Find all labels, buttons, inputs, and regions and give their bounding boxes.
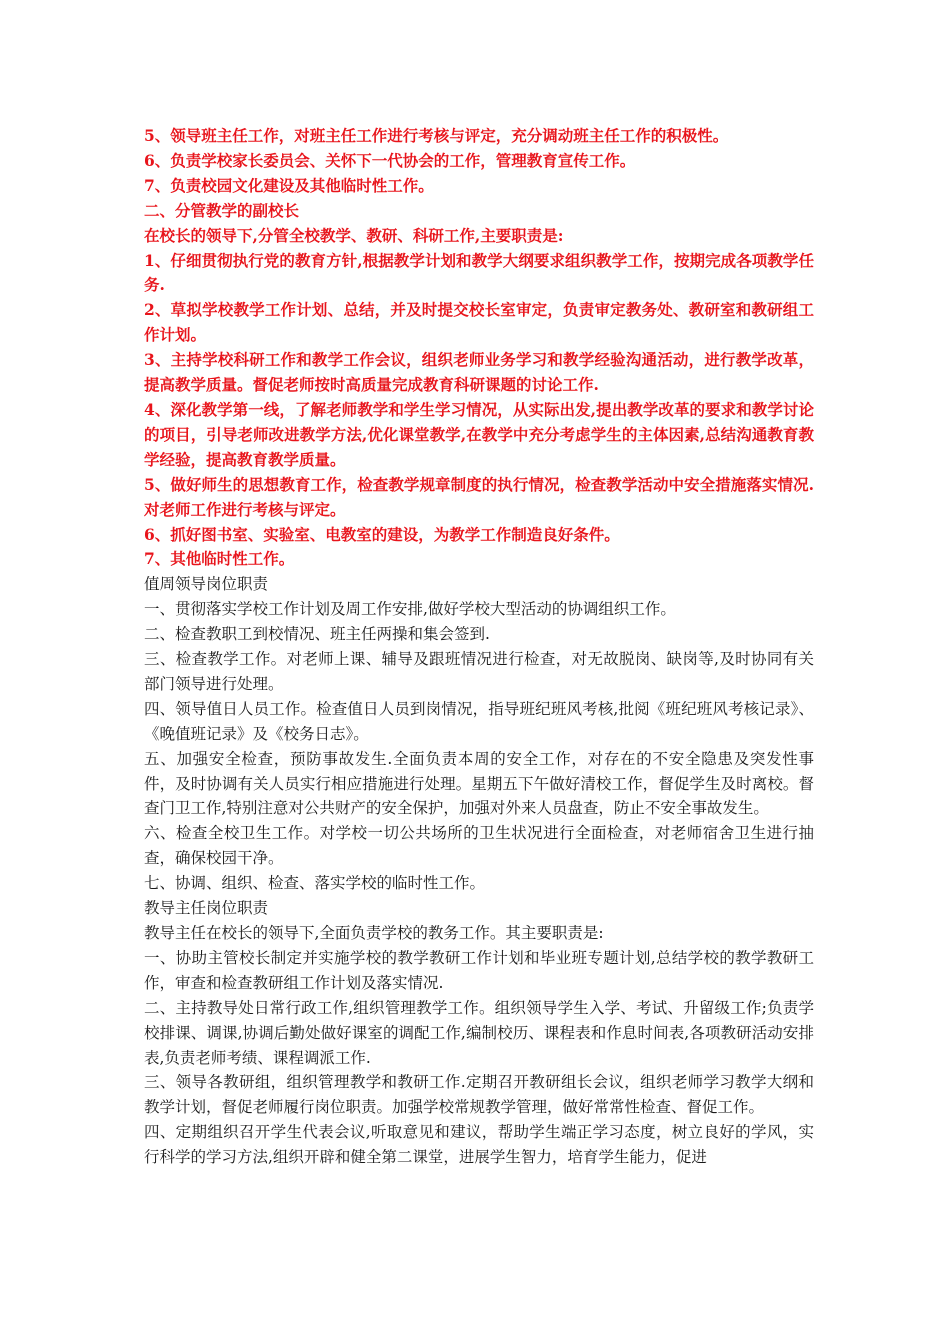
paragraph: 3、主持学校科研工作和教学工作会议，组织老师业务学习和教学经验沟通活动，进行教学改革，提高教学质量。督促老师按时高质量完成教育科研课题的讨论工作. bbox=[144, 350, 814, 395]
paragraph: 5、做好师生的思想教育工作，检查教学规章制度的执行情况，检查教学活动中安全措施落实情况.对老师工作进行考核与评定。 bbox=[144, 474, 814, 519]
paragraph: 6、负责学校家长委员会、关怀下一代协会的工作，管理教育宣传工作。 bbox=[144, 150, 636, 170]
paragraph: 值周领导岗位职责 bbox=[144, 575, 269, 594]
paragraph: 教导主任岗位职责 bbox=[144, 899, 269, 918]
paragraph: 4、深化教学第一线，了解老师教学和学生学习情况，从实际出发,提出教学改革的要求和教学讨论的项目，引导老师改进教学方法,优化课堂教学,在教学中充分考虑学生的主体因素,总结沟通教育教学经验，提高教育教学质量。 bbox=[144, 399, 814, 469]
paragraph: 二、分管教学的副校长 bbox=[144, 200, 300, 220]
document-page bbox=[144, 124, 814, 1170]
paragraph: 六、检查全校卫生工作。对学校一切公共场所的卫生状况进行全面检查，对老师宿舍卫生进行抽查，确保校园干净。 bbox=[144, 824, 814, 868]
paragraph: 6、抓好图书室、实验室、电教室的建设，为教学工作制造良好条件。 bbox=[144, 524, 620, 544]
paragraph: 四、领导值日人员工作。检查值日人员到岗情况，指导班纪班风考核,批阅《班纪班风考核记录》、《晚值班记录》及《校务日志》。 bbox=[144, 699, 814, 743]
paragraph: 1、仔细贯彻执行党的教育方针,根据教学计划和教学大纲要求组织教学工作，按期完成各项教学任务. bbox=[144, 250, 814, 295]
paragraph: 7、其他临时性工作。 bbox=[144, 549, 295, 569]
paragraph: 七、协调、组织、检查、落实学校的临时性工作。 bbox=[144, 874, 486, 893]
paragraph: 一、协助主管校长制定并实施学校的教学教研工作计划和毕业班专题计划,总结学校的教学教研工作，审查和检查教研组工作计划及落实情况. bbox=[144, 948, 814, 992]
paragraph: 三、检查教学工作。对老师上课、辅导及跟班情况进行检查，对无故脱岗、缺岗等,及时协同有关部门领导进行处理。 bbox=[144, 650, 814, 693]
paragraph: 一、贯彻落实学校工作计划及周工作安排,做好学校大型活动的协调组织工作。 bbox=[144, 600, 676, 619]
paragraph: 五、加强安全检查，预防事故发生.全面负责本周的安全工作，对存在的不安全隐患及突发性事件，及时协调有关人员实行相应措施进行处理。星期五下午做好清校工作，督促学生及时离校。督查门卫工作,特别注意对公共财产的安全保护，加强对外来人员盘查，防止不安全事故发生。 bbox=[144, 749, 814, 818]
paragraph: 5、领导班主任工作，对班主任工作进行考核与评定，充分调动班主任工作的积极性。 bbox=[144, 126, 729, 145]
paragraph: 教导主任在校长的领导下,全面负责学校的教务工作。其主要职责是: bbox=[144, 924, 604, 942]
paragraph: 7、负责校园文化建设及其他临时性工作。 bbox=[144, 175, 434, 195]
paragraph: 二、检查教职工到校情况、班主任两操和集会签到. bbox=[144, 625, 490, 644]
paragraph: 在校长的领导下,分管全校教学、教研、科研工作,主要职责是: bbox=[144, 225, 564, 245]
paragraph: 2、草拟学校教学工作计划、总结，并及时提交校长室审定，负责审定教务处、教研室和教研组工作计划。 bbox=[144, 300, 814, 345]
paragraph: 三、领导各教研组，组织管理教学和教研工作.定期召开教研组长会议，组织老师学习教学大纲和教学计划，督促老师履行岗位职责。加强学校常规教学管理，做好常常性检查、督促工作。 bbox=[144, 1073, 814, 1117]
paragraph: 二、主持教导处日常行政工作,组织管理教学工作。组织领导学生入学、考试、升留级工作;负责学校排课、调课,协调后勤处做好课室的调配工作,编制校历、课程表和作息时间表,各项教研活动安排表,负责老师考绩、课程调派工作. bbox=[144, 998, 814, 1067]
paragraph: 四、定期组织召开学生代表会议,听取意见和建议，帮助学生端正学习态度，树立良好的学风，实行科学的学习方法,组织开辟和健全第二课堂，进展学生智力，培育学生能力，促进 bbox=[144, 1123, 814, 1167]
